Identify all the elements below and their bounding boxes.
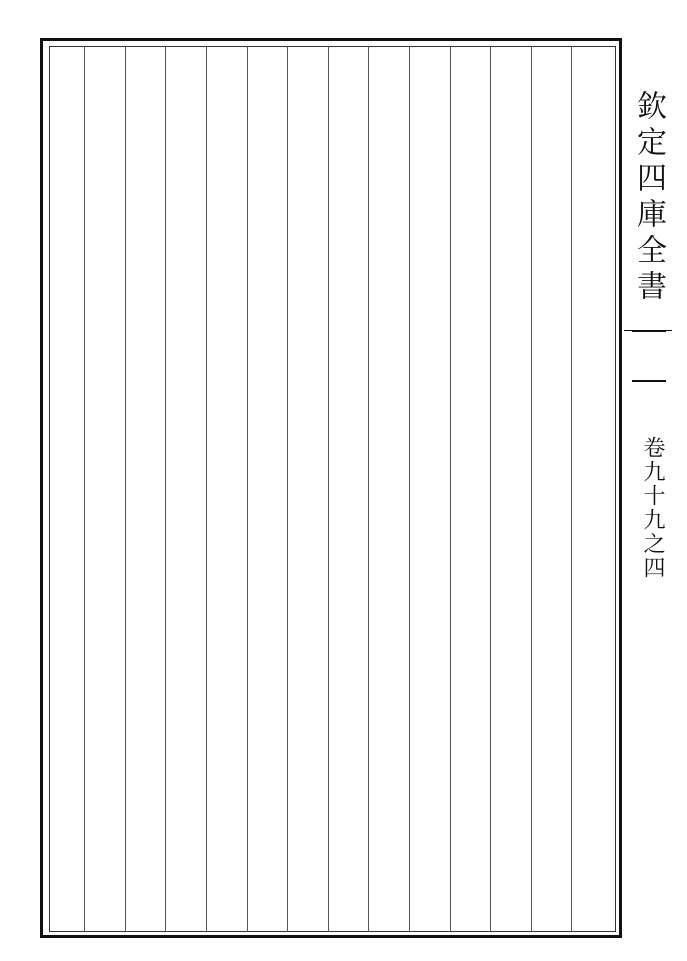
text-column xyxy=(44,50,85,930)
column-rule xyxy=(206,46,207,932)
text-column xyxy=(571,50,612,930)
fish-tail-mark xyxy=(632,330,666,382)
text-column xyxy=(368,50,409,930)
column-rule xyxy=(450,46,451,932)
column-rule xyxy=(287,46,288,932)
text-column xyxy=(531,50,572,930)
text-column xyxy=(247,50,288,930)
text-column xyxy=(490,50,531,930)
text-column xyxy=(165,50,206,930)
margin-column xyxy=(624,38,674,638)
column-rule xyxy=(165,46,166,932)
book-title: 欽定四庫全書 xyxy=(631,90,666,306)
column-rule xyxy=(490,46,491,932)
text-column xyxy=(409,50,450,930)
text-column xyxy=(328,50,369,930)
column-rule xyxy=(84,46,85,932)
text-column xyxy=(287,50,328,930)
text-column xyxy=(84,50,125,930)
column-rule xyxy=(571,46,572,932)
column-rule xyxy=(247,46,248,932)
column-rule xyxy=(368,46,369,932)
column-rule xyxy=(531,46,532,932)
text-column xyxy=(125,50,166,930)
text-column xyxy=(450,50,491,930)
column-rule xyxy=(409,46,410,932)
column-rule xyxy=(328,46,329,932)
chapter-label: 卷九十九之四 xyxy=(640,436,665,580)
text-column xyxy=(206,50,247,930)
column-rule xyxy=(125,46,126,932)
